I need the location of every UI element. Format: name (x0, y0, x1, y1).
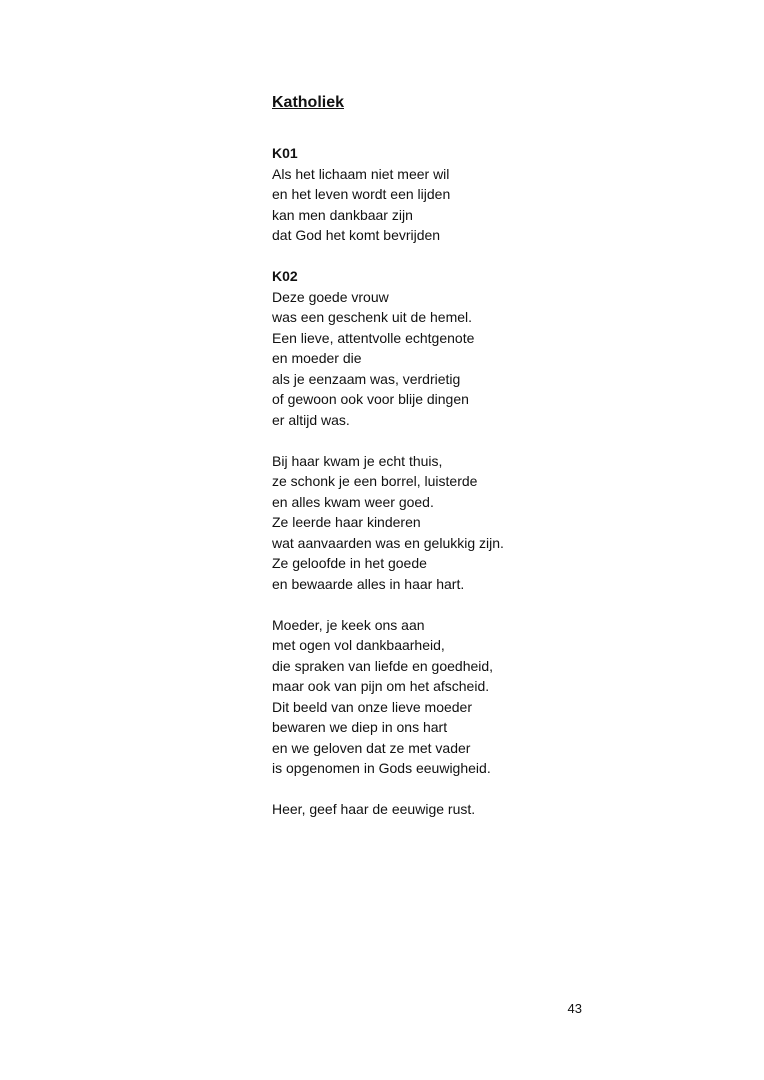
poem-line: en moeder die (272, 350, 362, 366)
poem-line: wat aanvaarden was en gelukkig zijn. (272, 534, 504, 551)
poem-line: Een lieve, attentvolle echtgenote (272, 329, 475, 346)
poem-k01 (272, 143, 692, 246)
poem-line: en het leven wordt een lijden (272, 186, 451, 202)
poem-line: ze schonk je een borrel, luisterde (272, 473, 478, 489)
stanza (272, 799, 692, 820)
poem-line: en we geloven dat ze met vader (272, 739, 471, 756)
page-content (272, 92, 692, 820)
stanza (272, 287, 692, 431)
spacer (272, 246, 692, 267)
poem-code: K02 (272, 268, 298, 284)
poem-line: en bewaarde alles in haar hart. (272, 575, 465, 592)
poem-code: K01 (272, 145, 298, 161)
spacer (272, 430, 692, 451)
poem-line: maar ook van pijn om het afscheid. (272, 678, 490, 694)
spacer (272, 113, 692, 143)
spacer (272, 779, 692, 800)
poem-line: dat God het komt bevrijden (272, 227, 441, 243)
poem-line: en alles kwam weer goed. (272, 493, 434, 510)
stanza (272, 451, 692, 595)
poem-line: kan men dankbaar zijn (272, 206, 413, 223)
poem-line: Als het lichaam niet meer wil (272, 165, 450, 182)
poem-line: als je eenzaam was, verdrietig (272, 370, 461, 387)
poem-line: Dit beeld van onze lieve moeder (272, 698, 473, 715)
poem-line: Ze leerde haar kinderen (272, 514, 421, 530)
section-heading: Katholiek (272, 94, 345, 111)
poem-line: met ogen vol dankbaarheid, (272, 637, 445, 653)
poem-line: er altijd was. (272, 411, 350, 428)
page-number: 43 (567, 1001, 582, 1016)
poem-line: of gewoon ook voor blije dingen (272, 391, 469, 407)
poem-line: Bij haar kwam je echt thuis, (272, 452, 443, 469)
stanza (272, 615, 692, 779)
poem-line: is opgenomen in Gods eeuwigheid. (272, 760, 491, 776)
poem-k02 (272, 266, 692, 820)
poem-line: was een geschenk uit de hemel. (272, 309, 473, 325)
spacer (272, 594, 692, 615)
poem-line: bewaren we diep in ons hart (272, 719, 448, 735)
poem-line: Moeder, je keek ons aan (272, 616, 425, 633)
poem-line: Heer, geef haar de eeuwige rust. (272, 801, 476, 817)
poem-line: die spraken van liefde en goedheid, (272, 657, 494, 674)
poem-line: Ze geloofde in het goede (272, 555, 427, 571)
poem-line: Deze goede vrouw (272, 288, 389, 305)
stanza (272, 164, 692, 246)
